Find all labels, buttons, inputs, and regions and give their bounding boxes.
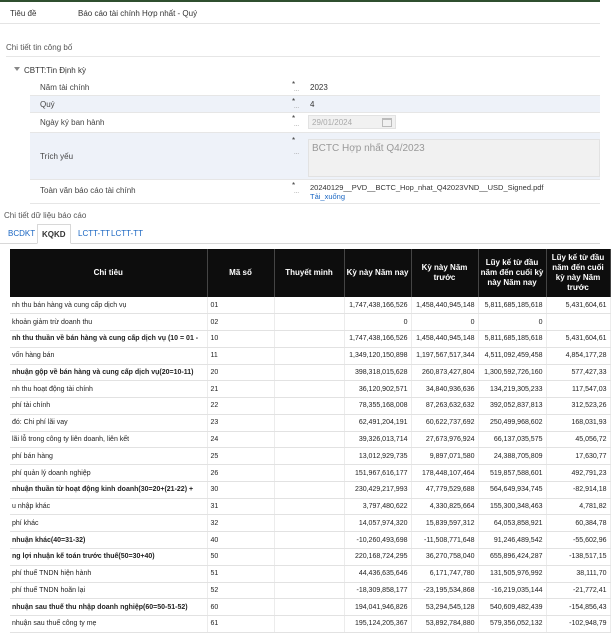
row-note bbox=[274, 515, 344, 532]
table-row bbox=[10, 498, 610, 515]
required-mark: * bbox=[292, 80, 296, 89]
row-previous: 1,458,440,945,148 bbox=[411, 331, 478, 348]
row-indicator: phí tài chính bbox=[10, 398, 207, 415]
row-code: 61 bbox=[207, 616, 274, 633]
section-data-heading: Chi tiết dữ liệu báo cáo bbox=[4, 211, 87, 220]
row-ytd: 250,499,968,602 bbox=[478, 414, 546, 431]
table-row bbox=[10, 448, 610, 465]
row-ytd: 392,052,837,813 bbox=[478, 398, 546, 415]
quarter-label: Quý bbox=[40, 100, 55, 109]
row-ytd: 5,811,685,185,618 bbox=[478, 331, 546, 348]
row-current: 195,124,205,367 bbox=[344, 616, 411, 633]
row-indicator: nh thu thuần về bán hàng và cung cấp dịch vụ (10 = 01 - bbox=[10, 331, 207, 348]
row-current: 1,747,438,166,526 bbox=[344, 297, 411, 314]
row-code: 21 bbox=[207, 381, 274, 398]
table-row bbox=[10, 616, 610, 633]
row-ytd-previous: 45,056,72 bbox=[546, 431, 610, 448]
row-note bbox=[274, 599, 344, 616]
row-indicator: phí khác bbox=[10, 515, 207, 532]
row-ytd-previous: 4,781,82 bbox=[546, 498, 610, 515]
income-statement-table bbox=[10, 249, 607, 628]
row-ytd: 519,857,588,601 bbox=[478, 465, 546, 482]
field-summary bbox=[30, 133, 600, 180]
col-header-note[interactable]: Thuyết minh bbox=[274, 249, 344, 297]
row-indicator: đó: Chi phí lãi vay bbox=[10, 414, 207, 431]
row-indicator: nh thu bán hàng và cung cấp dịch vụ bbox=[10, 297, 207, 314]
field-year bbox=[30, 79, 600, 96]
row-current: -18,309,858,177 bbox=[344, 582, 411, 599]
row-note bbox=[274, 616, 344, 633]
required-mark: * bbox=[292, 181, 296, 190]
row-ytd: 579,356,052,132 bbox=[478, 616, 546, 633]
row-indicator: khoản giảm trừ doanh thu bbox=[10, 314, 207, 331]
table-row bbox=[10, 431, 610, 448]
row-indicator: lãi lỗ trong công ty liên doanh, liên kết bbox=[10, 431, 207, 448]
table-row bbox=[10, 347, 610, 364]
row-ytd-previous: 492,791,23 bbox=[546, 465, 610, 482]
row-code: 01 bbox=[207, 297, 274, 314]
table-row bbox=[10, 314, 610, 331]
row-ytd: 5,811,685,185,618 bbox=[478, 297, 546, 314]
row-code: 20 bbox=[207, 364, 274, 381]
row-current: 194,041,946,826 bbox=[344, 599, 411, 616]
row-current: 1,349,120,150,898 bbox=[344, 347, 411, 364]
row-previous: 87,263,632,632 bbox=[411, 398, 478, 415]
table-row bbox=[10, 297, 610, 314]
row-note bbox=[274, 498, 344, 515]
row-previous: 34,840,936,636 bbox=[411, 381, 478, 398]
full-text-label: Toàn văn báo cáo tài chính bbox=[40, 186, 136, 195]
row-code: 10 bbox=[207, 331, 274, 348]
required-mark: * bbox=[292, 136, 296, 145]
row-current: 14,057,974,320 bbox=[344, 515, 411, 532]
row-ytd: 540,609,482,439 bbox=[478, 599, 546, 616]
row-ytd: 134,219,305,233 bbox=[478, 381, 546, 398]
row-previous: 1,197,567,517,344 bbox=[411, 347, 478, 364]
row-previous: 36,270,758,040 bbox=[411, 548, 478, 565]
row-note bbox=[274, 548, 344, 565]
row-current: 0 bbox=[344, 314, 411, 331]
row-note bbox=[274, 347, 344, 364]
col-header-ytd[interactable]: Lũy kế từ đầu năm đến cuối kỳ này Năm nay bbox=[478, 249, 546, 297]
row-current: 230,429,217,993 bbox=[344, 481, 411, 498]
row-ytd-previous: -138,517,15 bbox=[546, 548, 610, 565]
quarter-value[interactable]: 4 bbox=[310, 100, 315, 109]
group-toggle[interactable] bbox=[6, 64, 600, 78]
row-note bbox=[274, 448, 344, 465]
row-code: 31 bbox=[207, 498, 274, 515]
col-header-current[interactable]: Kỳ này Năm nay bbox=[344, 249, 411, 297]
row-ytd-previous bbox=[546, 314, 610, 331]
row-indicator: nhuận sau thuế công ty mẹ bbox=[10, 616, 207, 633]
row-note bbox=[274, 481, 344, 498]
row-ytd-previous: -102,948,79 bbox=[546, 616, 610, 633]
table-row bbox=[10, 364, 610, 381]
row-note bbox=[274, 381, 344, 398]
row-previous: 53,892,784,880 bbox=[411, 616, 478, 633]
required-mark: * bbox=[292, 97, 296, 106]
row-current: 3,797,480,622 bbox=[344, 498, 411, 515]
row-ytd: 66,137,035,575 bbox=[478, 431, 546, 448]
row-current: 44,436,635,646 bbox=[344, 565, 411, 582]
tab-bcdkt[interactable]: BCDKT bbox=[8, 229, 36, 238]
row-previous: 6,171,747,780 bbox=[411, 565, 478, 582]
row-note bbox=[274, 565, 344, 582]
field-hint: ... bbox=[294, 189, 300, 195]
row-indicator: phí thuế TNDN hoãn lại bbox=[10, 582, 207, 599]
row-ytd-previous: -82,914,18 bbox=[546, 481, 610, 498]
title-row bbox=[0, 2, 600, 24]
row-code: 23 bbox=[207, 414, 274, 431]
row-current: 220,168,724,295 bbox=[344, 548, 411, 565]
tab-kqkd[interactable]: KQKD bbox=[37, 224, 71, 244]
row-indicator: phí thuế TNDN hiện hành bbox=[10, 565, 207, 582]
row-ytd: 131,505,976,992 bbox=[478, 565, 546, 582]
col-header-indicator[interactable]: Chỉ tiêu bbox=[10, 249, 207, 297]
row-code: 51 bbox=[207, 565, 274, 582]
table-row bbox=[10, 465, 610, 482]
row-ytd: -16,219,035,144 bbox=[478, 582, 546, 599]
row-code: 30 bbox=[207, 481, 274, 498]
field-full-text bbox=[30, 180, 600, 204]
row-code: 02 bbox=[207, 314, 274, 331]
table-row bbox=[10, 414, 610, 431]
row-indicator: nh thu hoạt động tài chính bbox=[10, 381, 207, 398]
row-ytd-previous: 4,854,177,28 bbox=[546, 347, 610, 364]
row-indicator: u nhập khác bbox=[10, 498, 207, 515]
row-ytd-previous: 60,384,78 bbox=[546, 515, 610, 532]
row-ytd-previous: -154,856,43 bbox=[546, 599, 610, 616]
row-ytd-previous: 117,547,03 bbox=[546, 381, 610, 398]
row-indicator: nhuận thuần từ hoạt động kinh doanh(30=20+(21-22) + bbox=[10, 481, 207, 498]
row-note bbox=[274, 532, 344, 549]
row-ytd-previous: 5,431,604,61 bbox=[546, 297, 610, 314]
summary-textarea[interactable] bbox=[308, 139, 600, 177]
row-ytd-previous: 17,630,77 bbox=[546, 448, 610, 465]
row-previous: 0 bbox=[411, 314, 478, 331]
row-ytd: 24,388,705,809 bbox=[478, 448, 546, 465]
download-link[interactable]: Tải_xuống bbox=[310, 192, 346, 201]
row-note bbox=[274, 465, 344, 482]
table-row bbox=[10, 481, 610, 498]
field-issue-date bbox=[30, 113, 600, 133]
row-current: 36,120,902,571 bbox=[344, 381, 411, 398]
row-code: 22 bbox=[207, 398, 274, 415]
row-previous: 260,873,427,804 bbox=[411, 364, 478, 381]
row-ytd-previous: 38,111,70 bbox=[546, 565, 610, 582]
divider bbox=[6, 56, 600, 57]
row-note bbox=[274, 297, 344, 314]
table-row bbox=[10, 331, 610, 348]
group-label: CBTT:Tin Định kỳ bbox=[24, 66, 86, 75]
row-indicator: ng lợi nhuận kế toán trước thuế(50=30+40) bbox=[10, 548, 207, 565]
row-indicator: nhuận sau thuế thu nhập doanh nghiệp(60=50-51-52) bbox=[10, 599, 207, 616]
row-code: 40 bbox=[207, 532, 274, 549]
row-previous: 47,779,529,688 bbox=[411, 481, 478, 498]
row-note bbox=[274, 414, 344, 431]
row-note bbox=[274, 582, 344, 599]
row-previous: 4,330,825,664 bbox=[411, 498, 478, 515]
row-previous: 15,839,597,312 bbox=[411, 515, 478, 532]
row-previous: 27,673,976,924 bbox=[411, 431, 478, 448]
report-tabs bbox=[0, 224, 600, 244]
year-value[interactable]: 2023 bbox=[310, 83, 328, 92]
caret-down-icon[interactable] bbox=[14, 67, 20, 71]
row-current: 151,967,616,177 bbox=[344, 465, 411, 482]
issue-date-value: 29/01/2024 bbox=[312, 118, 353, 127]
table-row bbox=[10, 532, 610, 549]
table-row bbox=[10, 381, 610, 398]
field-hint: ... bbox=[294, 87, 300, 93]
table-row bbox=[10, 515, 610, 532]
year-label: Năm tài chính bbox=[40, 83, 90, 92]
row-indicator: nhuận khác(40=31-32) bbox=[10, 532, 207, 549]
row-note bbox=[274, 431, 344, 448]
row-note bbox=[274, 331, 344, 348]
row-ytd: 91,246,489,542 bbox=[478, 532, 546, 549]
field-hint: ... bbox=[294, 150, 300, 156]
row-current: 398,318,015,628 bbox=[344, 364, 411, 381]
row-ytd-previous: 577,427,33 bbox=[546, 364, 610, 381]
section-disclosure-heading: Chi tiết tin công bố bbox=[6, 43, 73, 52]
row-current: -10,260,493,698 bbox=[344, 532, 411, 549]
row-ytd-previous: -21,772,41 bbox=[546, 582, 610, 599]
row-current: 78,355,168,008 bbox=[344, 398, 411, 415]
calendar-icon[interactable] bbox=[382, 118, 392, 127]
tab-lctt-tt-2[interactable]: LCTT-TT bbox=[111, 229, 143, 238]
row-ytd: 564,649,934,745 bbox=[478, 481, 546, 498]
row-note bbox=[274, 364, 344, 381]
row-code: 50 bbox=[207, 548, 274, 565]
row-previous: 53,294,545,128 bbox=[411, 599, 478, 616]
row-ytd-previous: 5,431,604,61 bbox=[546, 331, 610, 348]
summary-label: Trích yếu bbox=[40, 152, 74, 161]
table-row bbox=[10, 548, 610, 565]
row-ytd: 0 bbox=[478, 314, 546, 331]
row-current: 39,326,013,714 bbox=[344, 431, 411, 448]
row-code: 25 bbox=[207, 448, 274, 465]
row-current: 62,491,204,191 bbox=[344, 414, 411, 431]
row-previous: -23,195,534,868 bbox=[411, 582, 478, 599]
issue-date-input[interactable] bbox=[308, 115, 396, 129]
table-row bbox=[10, 565, 610, 582]
required-mark: * bbox=[292, 114, 296, 123]
row-ytd-previous: -55,602,96 bbox=[546, 532, 610, 549]
row-indicator: nhuận gộp về bán hàng và cung cấp dịch vụ(20=10-11) bbox=[10, 364, 207, 381]
row-previous: -11,508,771,648 bbox=[411, 532, 478, 549]
row-code: 24 bbox=[207, 431, 274, 448]
row-indicator: vốn hàng bán bbox=[10, 347, 207, 364]
table-row bbox=[10, 599, 610, 616]
col-header-code[interactable]: Mã số bbox=[207, 249, 274, 297]
row-code: 60 bbox=[207, 599, 274, 616]
row-ytd: 655,896,424,287 bbox=[478, 548, 546, 565]
row-code: 52 bbox=[207, 582, 274, 599]
row-previous: 1,458,440,945,148 bbox=[411, 297, 478, 314]
row-ytd: 64,053,858,921 bbox=[478, 515, 546, 532]
row-previous: 178,448,107,464 bbox=[411, 465, 478, 482]
row-current: 13,012,929,735 bbox=[344, 448, 411, 465]
row-code: 32 bbox=[207, 515, 274, 532]
row-indicator: phí quản lý doanh nghiệp bbox=[10, 465, 207, 482]
row-note bbox=[274, 398, 344, 415]
row-ytd: 4,511,092,459,458 bbox=[478, 347, 546, 364]
row-ytd: 155,300,348,463 bbox=[478, 498, 546, 515]
col-header-previous[interactable]: Kỳ này Năm trước bbox=[411, 249, 478, 297]
title-label: Tiêu đề bbox=[10, 9, 37, 18]
field-quarter bbox=[30, 96, 600, 113]
row-code: 26 bbox=[207, 465, 274, 482]
issue-date-label: Ngày ký ban hành bbox=[40, 118, 105, 127]
row-ytd: 1,300,592,726,160 bbox=[478, 364, 546, 381]
col-header-ytd-previous[interactable]: Lũy kế từ đầu năm đến cuối kỳ này Năm trước bbox=[546, 249, 610, 297]
row-previous: 9,897,071,580 bbox=[411, 448, 478, 465]
file-name: 20240129__PVD__BCTC_Hop_nhat_Q42023VND__USD_Signed.pdf bbox=[310, 183, 544, 192]
row-note bbox=[274, 314, 344, 331]
row-current: 1,747,438,166,526 bbox=[344, 331, 411, 348]
table-header-row bbox=[10, 249, 610, 297]
row-ytd-previous: 312,523,26 bbox=[546, 398, 610, 415]
row-code: 11 bbox=[207, 347, 274, 364]
field-hint: ... bbox=[294, 104, 300, 110]
table-row bbox=[10, 398, 610, 415]
row-previous: 60,622,737,692 bbox=[411, 414, 478, 431]
tab-lctt-tt[interactable]: LCTT-TT bbox=[78, 229, 110, 238]
row-ytd-previous: 168,031,93 bbox=[546, 414, 610, 431]
field-hint: ... bbox=[294, 122, 300, 128]
table-row bbox=[10, 582, 610, 599]
title-value: Báo cáo tài chính Hợp nhất - Quý bbox=[78, 9, 198, 18]
row-indicator: phí bán hàng bbox=[10, 448, 207, 465]
summary-value: BCTC Hợp nhất Q4/2023 bbox=[312, 143, 425, 154]
